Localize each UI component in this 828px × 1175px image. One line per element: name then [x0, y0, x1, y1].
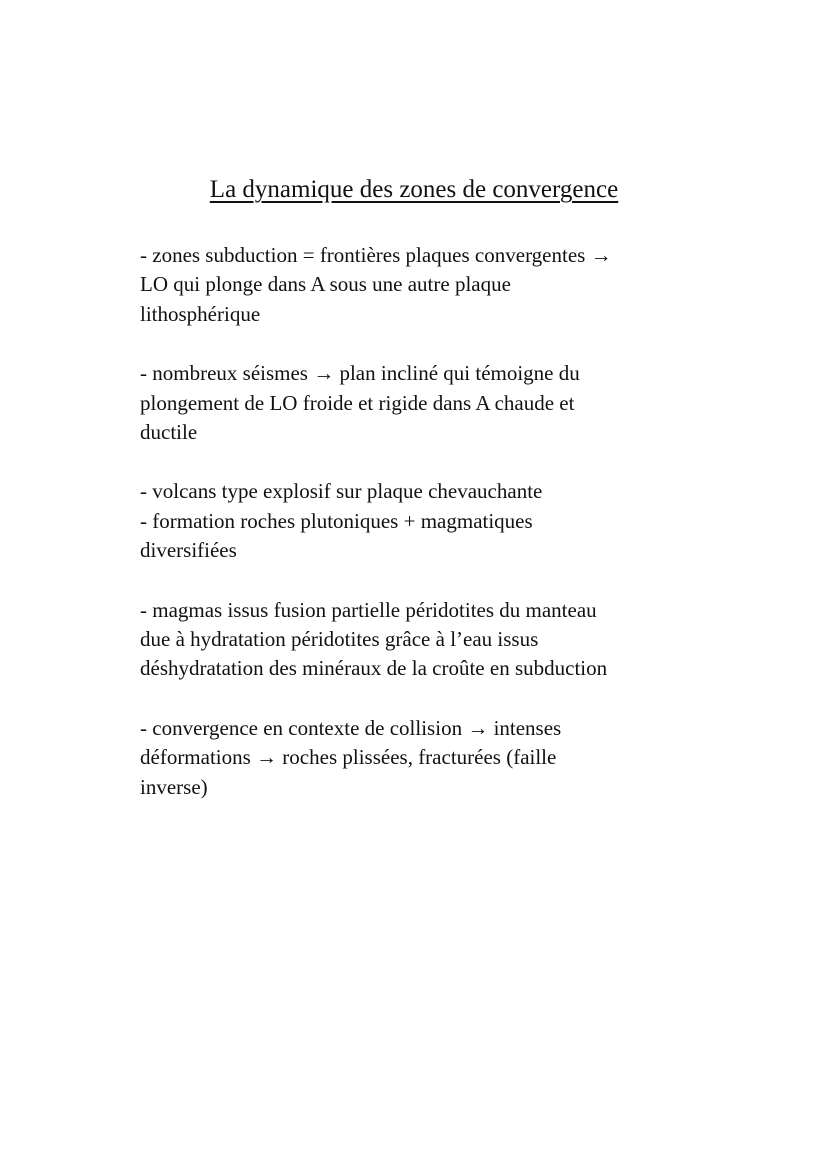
text-line: - nombreux séismes → plan incliné qui témoigne du	[140, 361, 580, 386]
text-line: - volcans type explosif sur plaque chevauchante	[140, 479, 543, 504]
text-line: plongement de LO froide et rigide dans A chaude et	[140, 390, 575, 415]
text-line: - formation roches plutoniques + magmatiques	[140, 508, 533, 533]
text-line: - magmas issus fusion partielle péridotites du manteau	[140, 597, 597, 622]
paragraph-volcanoes	[140, 477, 700, 565]
paragraph-magmas	[140, 596, 700, 684]
text-line: - convergence en contexte de collision → intenses	[140, 715, 562, 740]
text-line: due à hydratation péridotites grâce à l’eau issus	[140, 627, 539, 652]
document-title	[0, 170, 828, 210]
text-line: déshydratation des minéraux de la croûte en subduction	[140, 656, 608, 681]
text-line: déformations → roches plissées, fracturées (faille	[140, 745, 557, 770]
document-title-text: La dynamique des zones de convergence	[209, 176, 619, 203]
text-line: inverse)	[140, 774, 208, 799]
text-line: - zones subduction = frontières plaques convergentes →	[140, 243, 612, 267]
paragraph-subduction-zones	[140, 241, 700, 329]
text-line: diversifiées	[140, 538, 237, 563]
text-line: LO qui plonge dans A sous une autre plaque	[140, 272, 511, 297]
paragraph-collision	[140, 714, 700, 802]
document-body	[140, 241, 700, 832]
text-line: ductile	[140, 420, 198, 445]
paragraph-earthquakes	[140, 359, 700, 447]
text-line: lithosphérique	[140, 301, 261, 326]
